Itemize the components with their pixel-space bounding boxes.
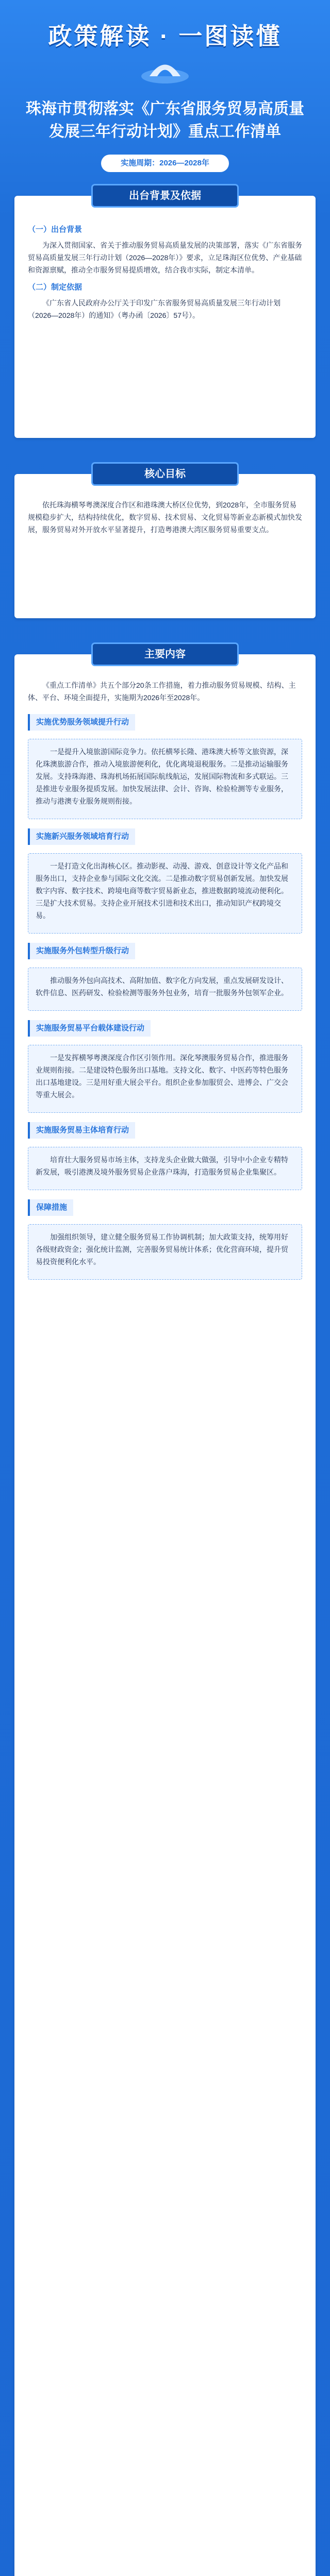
safeguard-paragraph: 加强组织领导，建立健全服务贸易工作协调机制；加大政策支持，统筹用好各级财政资金；强化统计监测，完善服务贸易统计体系；优化营商环境，提升贸易投资便利化水平。 — [36, 1233, 288, 1266]
safeguard-box — [28, 1224, 302, 1280]
content-paragraph-4: 一是发挥横琴粤澳深度合作区引领作用。深化琴澳服务贸易合作，推进服务业规则衔接。二是建设特色服务出口基地。支持文化、数字、中医药等特色服务出口基地建设。三是用好重大展会平台。组织企业参加服贸会、进博会、广交会等重大展会。 — [36, 1054, 288, 1099]
content-topic-4: 实施服务贸易平台载体建设行动 — [28, 1020, 151, 1037]
content-intro: 《重点工作清单》共五个部分20条工作措施，着力推动服务贸易规模、结构、主体、平台、环境全面提升，实施期为2026年至2028年。 — [28, 681, 296, 702]
background-paragraph-2: 《广东省人民政府办公厅关于印发广东省服务贸易高质量发展三年行动计划（2026—2028年）的通知》（粤办函〔2026〕57号）。 — [28, 299, 280, 319]
brand-title: 政策解读 · 一图读懂 — [48, 23, 282, 49]
masthead — [0, 0, 330, 155]
content-topic-5: 实施服务贸易主体培育行动 — [28, 1122, 135, 1139]
background-paragraph-1: 为深入贯彻国家、省关于推动服务贸易高质量发展的决策部署，落实《广东省服务贸易高质量发展三年行动计划（2026—2028年）》要求，立足珠海区位优势、产业基础和资源禀赋，推动全市服务贸易提质增效，结合我市实际，制定本清单。 — [28, 241, 302, 274]
content-box-5 — [28, 1147, 302, 1190]
document-title: 珠海市贯彻落实《广东省服务贸易高质量发展三年行动计划》重点工作清单 — [26, 100, 304, 140]
core-card — [14, 474, 316, 618]
content-box-1 — [28, 739, 302, 819]
background-card — [14, 196, 316, 438]
period-badge: 实施周期：2026—2028年 — [101, 155, 229, 172]
content-topic-1: 实施优势服务领域提升行动 — [28, 714, 135, 731]
content-paragraph-5: 培育壮大服务贸易市场主体，支持龙头企业做大做强，引导中小企业专精特新发展，吸引港澳及境外服务贸易企业落户珠海，打造服务贸易企业集聚区。 — [36, 1156, 288, 1176]
content-topic-2: 实施新兴服务领域培育行动 — [28, 828, 135, 845]
content-paragraph-3: 推动服务外包向高技术、高附加值、数字化方向发展，重点发展研发设计、软件信息、医药研发、检验检测等服务外包业务，培育一批服务外包领军企业。 — [36, 976, 288, 997]
content-card — [14, 654, 316, 2576]
content-box-2 — [28, 853, 302, 934]
safeguard-tag: 保障措施 — [28, 1199, 73, 1216]
content-paragraph-2: 一是打造文化出海核心区。推动影视、动漫、游戏、创意设计等文化产品和服务出口，支持企业参与国际文化交流。二是推动数字贸易创新发展。加快发展数字内容、数字技术、跨境电商等数字贸易新业态，推进数据跨境流动便利化。三是扩大技术贸易。支持企业开展技术引进和技术出口，推动知识产权跨境交易。 — [36, 862, 288, 920]
background-subheading-2: （二）制定依据 — [28, 283, 82, 292]
content-box-3 — [28, 968, 302, 1011]
content-topic-3: 实施服务外包转型升级行动 — [28, 943, 135, 959]
background-heading: 出台背景及依据 — [93, 185, 237, 206]
core-paragraph: 依托珠海横琴粤澳深度合作区和港珠澳大桥区位优势，到2028年，全市服务贸易规模稳步扩大，结构持续优化，数字贸易、技术贸易、文化贸易等新业态新模式加快发展，服务贸易对外开放水平显著提升，打造粤港澳大湾区服务贸易重要支点。 — [28, 501, 302, 534]
core-heading: 核心目标 — [93, 464, 237, 484]
content-paragraph-1: 一是提升入境旅游国际竞争力。依托横琴长隆、港珠澳大桥等文旅资源，深化珠澳旅游合作，推动入境旅游便利化，优化离境退税服务。二是推动运输服务发展。支持珠海港、珠海机场拓展国际航线航运，发展国际物流和多式联运。三是推进专业服务提质发展。加快发展法律、会计、咨询、检验检测等专业服务，推动与港澳专业服务规则衔接。 — [36, 748, 288, 805]
content-heading: 主要内容 — [93, 644, 237, 665]
background-subheading-1: （一）出台背景 — [28, 225, 82, 234]
emblem-icon — [139, 56, 191, 87]
content-box-4 — [28, 1045, 302, 1113]
